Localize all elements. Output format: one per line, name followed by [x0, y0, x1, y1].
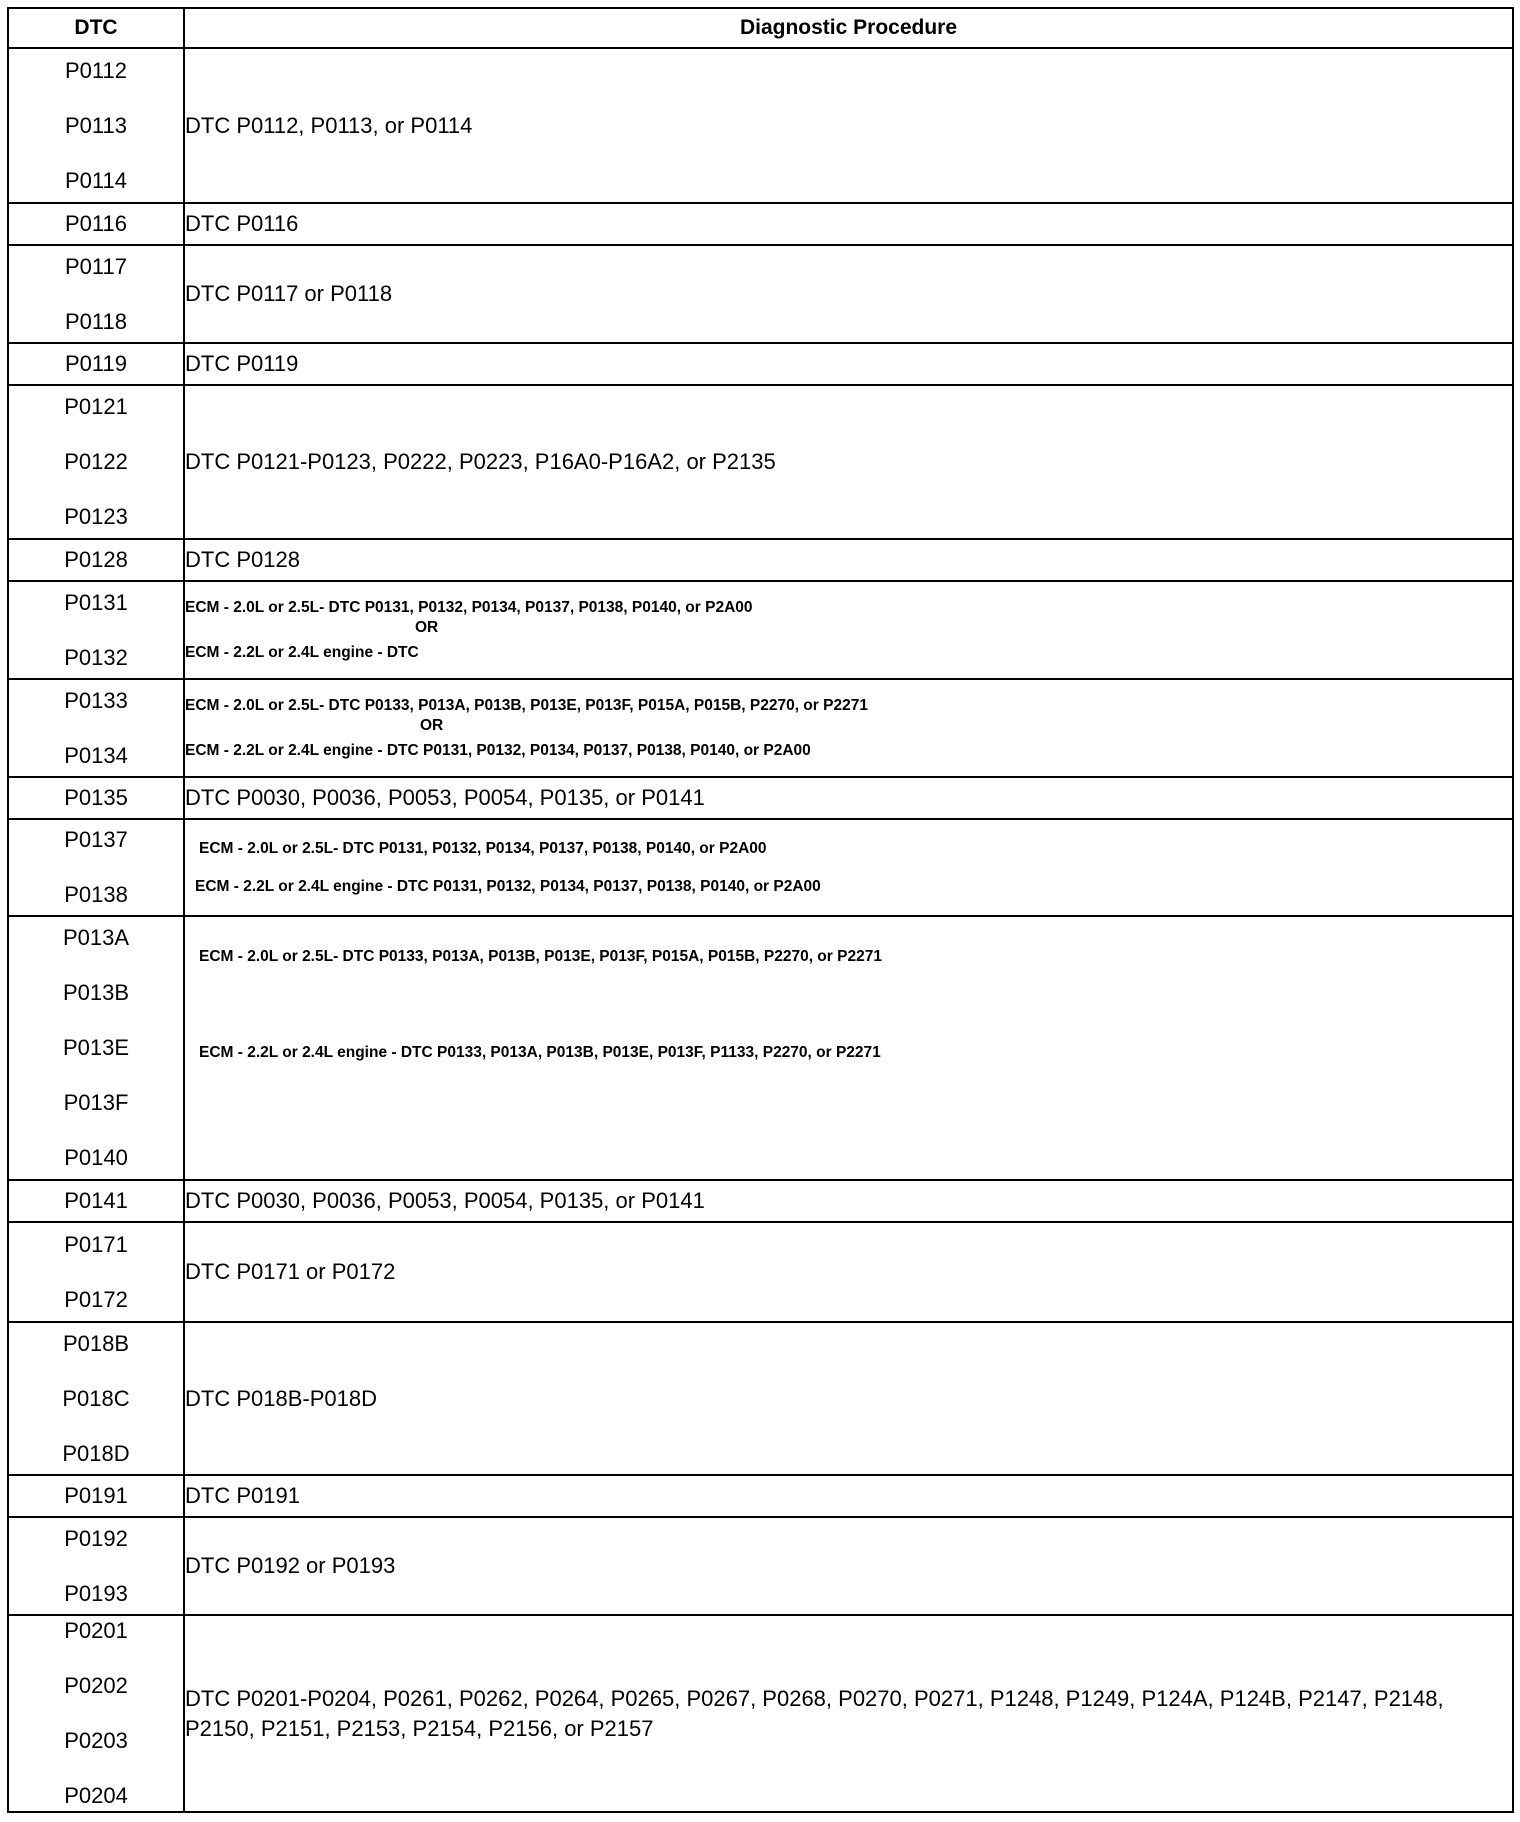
dtc-cell: [8, 1475, 184, 1517]
table-row: [8, 48, 1513, 203]
procedure-cell: DTC P0116: [184, 203, 1513, 245]
procedure-cell: DTC P018B-P018D: [184, 1322, 1513, 1475]
dtc-code: P018B: [62, 1330, 130, 1356]
dtc-column-header: DTC: [8, 8, 184, 48]
table-row: [8, 245, 1513, 343]
dtc-code: P0134: [64, 742, 128, 768]
dtc-code: P018D: [62, 1440, 130, 1466]
dtc-code: P0122: [64, 449, 128, 474]
dtc-cell: [8, 1322, 184, 1475]
dtc-cell: [8, 48, 184, 203]
procedure-line: ECM - 2.2L or 2.4L engine - DTC P0131, P0132, P0134, P0137, P0138, P0140, or P2A00: [185, 741, 811, 759]
dtc-cell: [8, 203, 184, 245]
procedure-cell: DTC P0128: [184, 539, 1513, 581]
dtc-code: P0201: [64, 1618, 128, 1643]
table-row: [8, 539, 1513, 581]
dtc-code: P0112: [65, 57, 127, 83]
dtc-code: P0133: [64, 687, 128, 713]
procedure-cell: DTC P0191: [184, 1475, 1513, 1517]
procedure-cell: [184, 916, 1513, 1180]
procedure-cell: DTC P0171 or P0172: [184, 1222, 1513, 1322]
dtc-code: P0204: [64, 1783, 128, 1808]
procedure-line: ECM - 2.2L or 2.4L engine - DTC P0131, P0132, P0134, P0137, P0138, P0140, or P2A00: [195, 877, 821, 895]
procedure-cell: DTC P0117 or P0118: [184, 245, 1513, 343]
dtc-code: P0131: [64, 589, 128, 615]
dtc-cell: [8, 539, 184, 581]
procedure-column-header: Diagnostic Procedure: [184, 8, 1513, 48]
procedure-line: ECM - 2.2L or 2.4L engine - DTC: [185, 643, 419, 661]
dtc-code: P0119: [65, 351, 127, 376]
dtc-cell: [8, 1517, 184, 1615]
table-row: [8, 581, 1513, 679]
dtc-code: P0123: [64, 504, 128, 529]
procedure-cell: DTC P0121-P0123, P0222, P0223, P16A0-P16A2, or P2135: [184, 385, 1513, 539]
dtc-code: P0191: [64, 1483, 128, 1508]
dtc-code: P0113: [65, 112, 127, 138]
table-row: [8, 777, 1513, 819]
dtc-cell: [8, 916, 184, 1180]
procedure-cell: DTC P0119: [184, 343, 1513, 385]
dtc-code: P013F: [63, 1090, 129, 1115]
procedure-line: ECM - 2.0L or 2.5L- DTC P0133, P013A, P013B, P013E, P013F, P015A, P015B, P2270, or P2271: [199, 948, 882, 965]
dtc-code: P0171: [64, 1231, 128, 1257]
table-row: [8, 679, 1513, 777]
dtc-cell: [8, 1615, 184, 1812]
procedure-cell: [184, 679, 1513, 777]
dtc-cell: [8, 343, 184, 385]
dtc-code: P0121: [64, 394, 128, 419]
procedure-line: ECM - 2.0L or 2.5L- DTC P0131, P0132, P0134, P0137, P0138, P0140, or P2A00: [199, 839, 767, 857]
table-row: [8, 916, 1513, 1180]
procedure-line: ECM - 2.0L or 2.5L- DTC P0133, P013A, P013B, P013E, P013F, P015A, P015B, P2270, or P2271: [185, 696, 868, 714]
dtc-procedure-table: [7, 7, 1514, 1813]
dtc-code: P0117: [65, 253, 127, 279]
procedure-line: ECM - 2.2L or 2.4L engine - DTC P0133, P013A, P013B, P013E, P013F, P1133, P2270, or P2271: [199, 1044, 881, 1061]
dtc-code: P0137: [64, 827, 128, 852]
or-separator: OR: [415, 618, 439, 636]
dtc-code: P0118: [65, 308, 127, 334]
table-row: [8, 1615, 1513, 1812]
dtc-code: P0203: [64, 1728, 128, 1753]
dtc-code: P0135: [64, 785, 128, 810]
procedure-cell: DTC P0030, P0036, P0053, P0054, P0135, or P0141: [184, 777, 1513, 819]
dtc-cell: [8, 245, 184, 343]
dtc-code: P013B: [62, 980, 130, 1005]
dtc-cell: [8, 819, 184, 916]
table-header-row: [8, 8, 1513, 48]
table-row: [8, 203, 1513, 245]
procedure-cell: [184, 819, 1513, 916]
line-spacer: [185, 967, 1512, 1043]
procedure-line: ECM - 2.0L or 2.5L- DTC P0131, P0132, P0134, P0137, P0138, P0140, or P2A00: [185, 598, 753, 616]
dtc-code: P018C: [62, 1385, 130, 1411]
table-row: [8, 1517, 1513, 1615]
dtc-code: P0192: [64, 1525, 128, 1551]
dtc-code: P013E: [62, 1035, 130, 1060]
dtc-code: P0128: [64, 547, 128, 572]
procedure-cell: DTC P0201-P0204, P0261, P0262, P0264, P0265, P0267, P0268, P0270, P0271, P1248, P1249, P124A, P124B, P2147, P2148, P2150, P2151, P2153, P2154, P2156, or P2157: [184, 1615, 1513, 1812]
dtc-code: P0202: [64, 1673, 128, 1698]
table-row: [8, 1180, 1513, 1222]
table-row: [8, 819, 1513, 916]
or-separator: OR: [420, 716, 444, 734]
procedure-cell: DTC P0192 or P0193: [184, 1517, 1513, 1615]
dtc-code: P0140: [64, 1145, 128, 1170]
dtc-code: P0193: [64, 1580, 128, 1606]
dtc-code: P0172: [64, 1286, 128, 1312]
table-row: [8, 1475, 1513, 1517]
table-row: [8, 343, 1513, 385]
procedure-cell: DTC P0112, P0113, or P0114: [184, 48, 1513, 203]
procedure-cell: [184, 581, 1513, 679]
dtc-cell: [8, 679, 184, 777]
dtc-cell: [8, 1180, 184, 1222]
dtc-cell: [8, 1222, 184, 1322]
table-row: [8, 1322, 1513, 1475]
dtc-code: P0141: [64, 1188, 128, 1213]
dtc-cell: [8, 385, 184, 539]
dtc-code: P0116: [65, 211, 127, 236]
dtc-code: P0138: [64, 882, 128, 907]
dtc-code: P0132: [64, 644, 128, 670]
dtc-cell: [8, 581, 184, 679]
dtc-cell: [8, 777, 184, 819]
dtc-code: P013A: [62, 925, 130, 950]
dtc-code: P0114: [65, 167, 127, 193]
line-spacer: [185, 859, 1512, 877]
procedure-cell: DTC P0030, P0036, P0053, P0054, P0135, or P0141: [184, 1180, 1513, 1222]
table-row: [8, 1222, 1513, 1322]
table-row: [8, 385, 1513, 539]
